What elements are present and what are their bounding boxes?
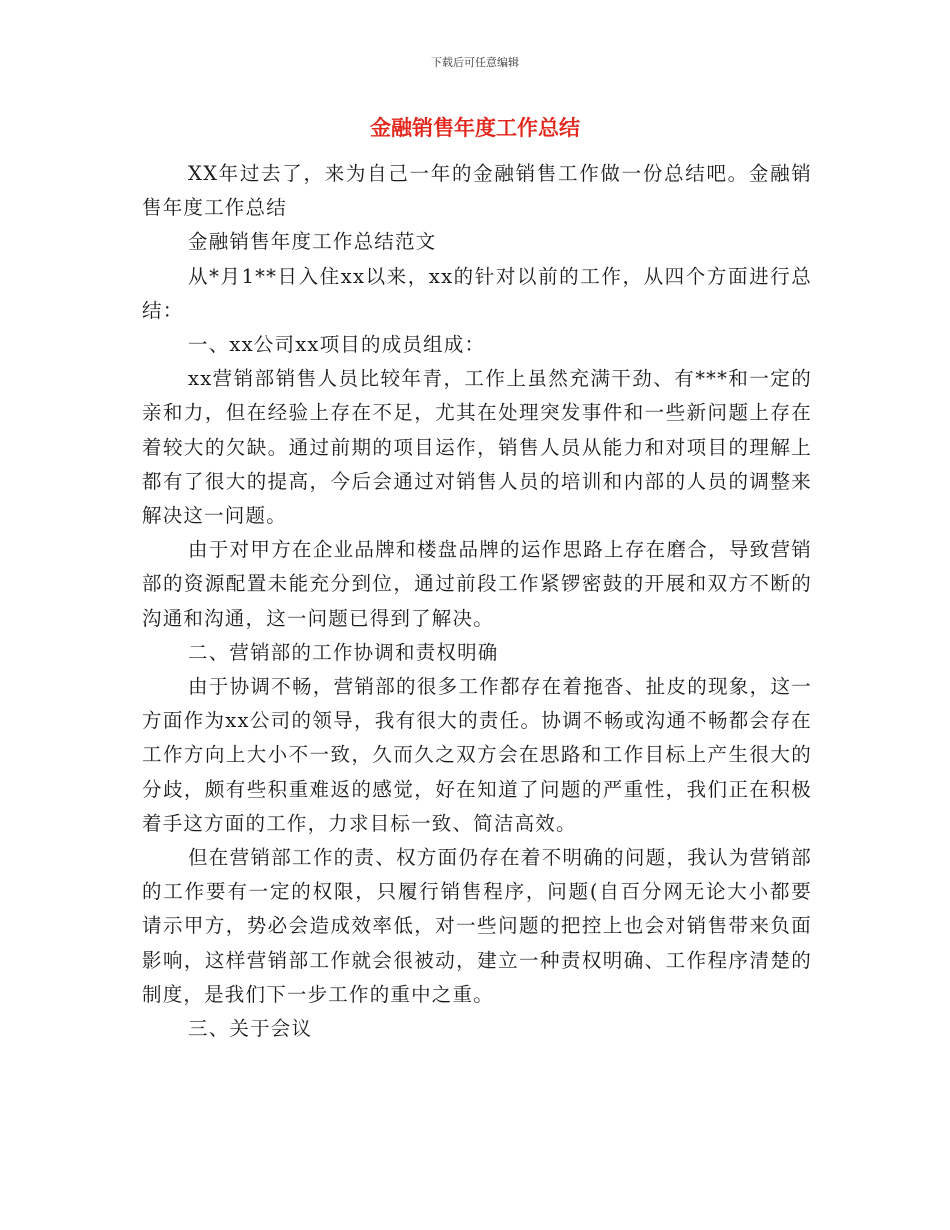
section-heading-2: 二、营销部的工作协调和责权明确 [188,640,499,664]
section-heading-1: 一、xx公司xx项目的成员组成： [188,333,486,357]
paragraph-opening: 从*月1**日入住xx以来，xx的针对以前的工作，从四个方面进行总结： [142,264,812,322]
paragraph-coordination: 由于协调不畅，营销部的很多工作都存在着拖沓、扯皮的现象，这一方面作为xx公司的领导，我有很大的责任。协调不畅或沟通不畅都会存在工作方向上大小不一致，久而久之双方会在思路和工作目标上产生很大的分歧，颇有些积重难返的感觉，好在知道了问题的严重性，我们正在积极着手这方面的工作，力求目标一致、简洁高效。 [142,675,812,835]
header-note: 下载后可任意编辑 [431,56,519,69]
document-body [142,157,812,1046]
section-heading-3: 三、关于会议 [188,1017,313,1041]
paragraph-subtitle: 金融销售年度工作总结范文 [188,230,437,254]
paragraph-team: xx营销部销售人员比较年青，工作上虽然充满干劲、有***和一定的亲和力，但在经验上存在不足，尤其在处理突发事件和一些新问题上存在着较大的欠缺。通过前期的项目运作，销售人员从能力和对项目的理解上都有了很大的提高，今后会通过对销售人员的培训和内部的人员的调整来解决这一问题。 [142,367,812,528]
document-title: 金融销售年度工作总结 [370,116,580,140]
paragraph-intro: XX年过去了，来为自己一年的金融销售工作做一份总结吧。金融销售年度工作总结 [142,162,812,220]
paragraph-resources: 由于对甲方在企业品牌和楼盘品牌的运作思路上存在磨合，导致营销部的资源配置未能充分到位，通过前段工作紧锣密鼓的开展和双方不断的沟通和沟通，这一问题已得到了解决。 [142,538,812,630]
paragraph-authority: 但在营销部工作的责、权方面仍存在着不明确的问题，我认为营销部的工作要有一定的权限，只履行销售程序，问题(自百分网无论大小都要请示甲方，势必会造成效率低，对一些问题的把控上也会对销售带来负面影响，这样营销部工作就会很被动，建立一种责权明确、工作程序清楚的制度，是我们下一步工作的重中之重。 [142,846,812,1006]
